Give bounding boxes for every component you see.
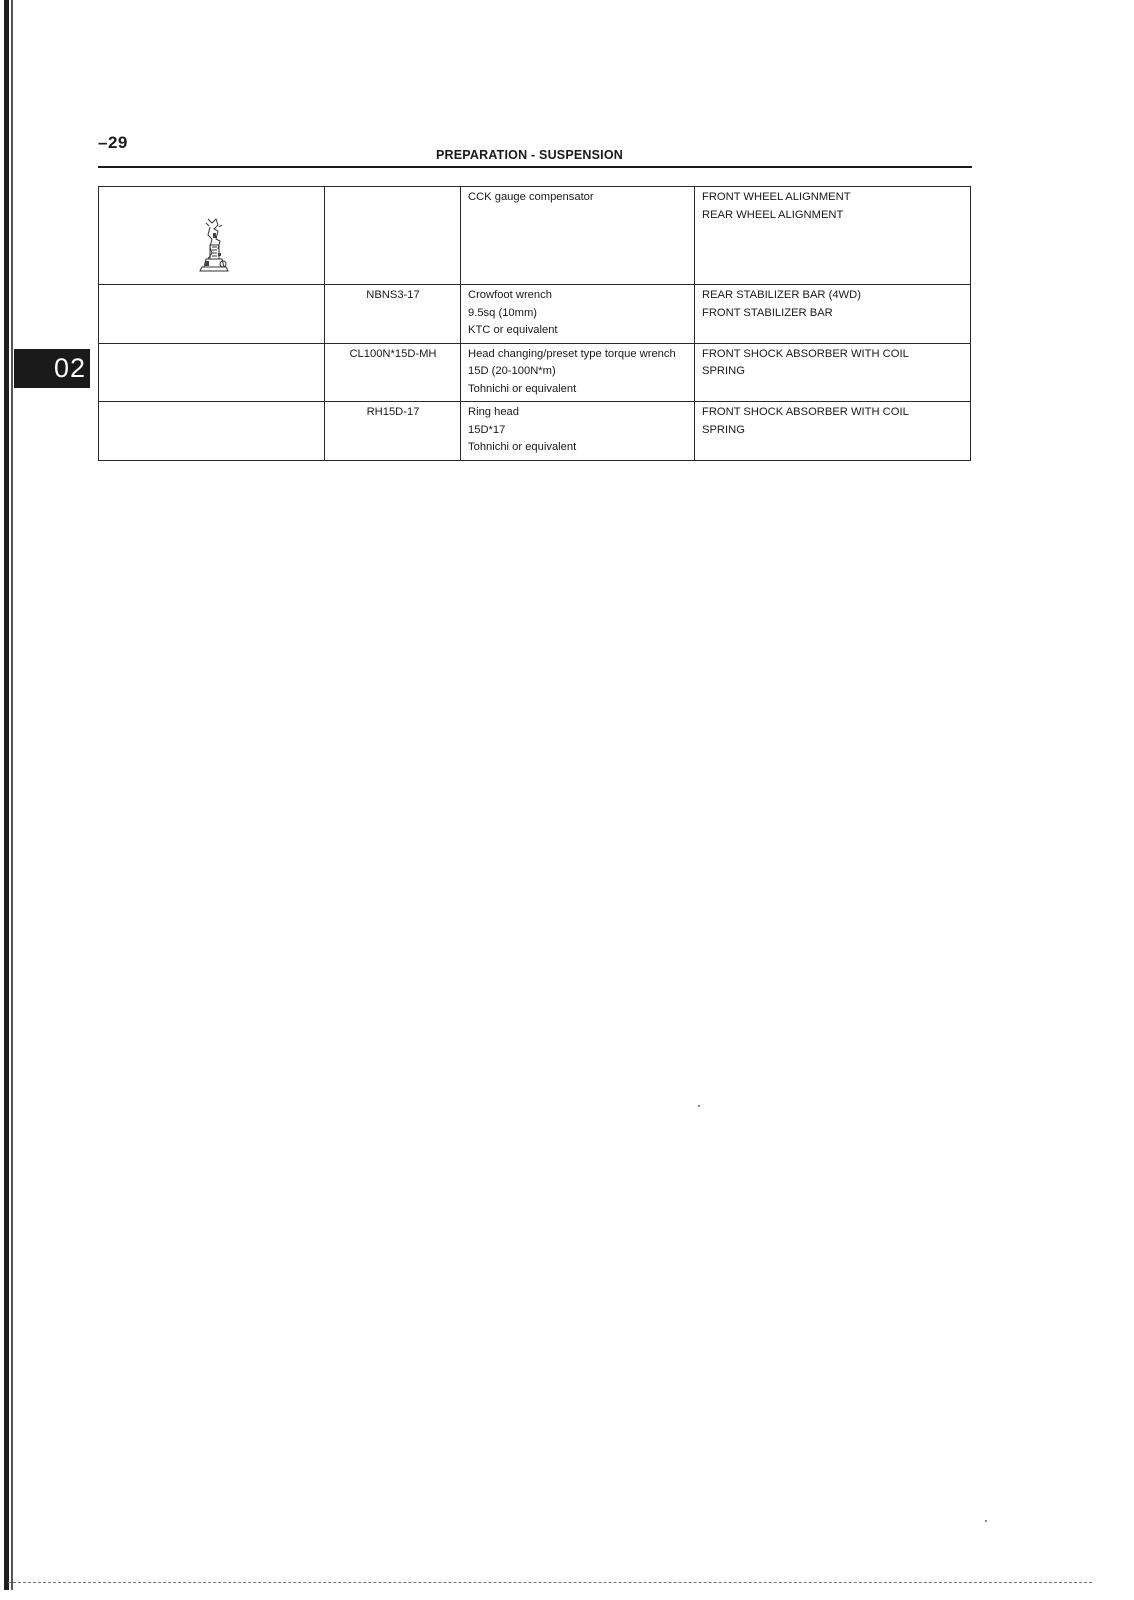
chapter-tab: 02 [14, 349, 90, 388]
cck-gauge-compensator-drawing-icon [198, 217, 232, 273]
section-title: PREPARATION - SUSPENSION [436, 148, 623, 162]
usage-line: FRONT STABILIZER BAR [702, 306, 833, 319]
part-number-cell: NBNS3-17 [325, 285, 461, 344]
usage-line: REAR WHEEL ALIGNMENT [702, 208, 844, 221]
part-number-cell: CL100N*15D-MH [325, 343, 461, 402]
illustration-cell [99, 343, 325, 402]
usage-cell [695, 402, 971, 461]
part-number-cell [325, 187, 461, 285]
tool-name-line: Ring head [468, 406, 520, 418]
tool-name-line: Tohnichi or equivalent [468, 441, 577, 453]
table-row [99, 402, 971, 461]
usage-cell [695, 187, 971, 285]
tool-name-line: 9.5sq (10mm) [468, 306, 538, 319]
usage-cell [695, 285, 971, 344]
usage-line: FRONT SHOCK ABSORBER WITH COIL [702, 406, 909, 418]
binding-edge-shadow [11, 0, 13, 1590]
tool-name-cell [461, 402, 695, 461]
scan-speck [698, 1105, 700, 1107]
tool-name-line: KTC or equivalent [468, 324, 558, 336]
tool-name-line: Tohnichi or equivalent [468, 382, 577, 395]
scan-speck [985, 1520, 987, 1522]
usage-cell [695, 343, 971, 402]
illustration-cell [99, 285, 325, 344]
table-row [99, 343, 971, 402]
page-number: –29 [98, 133, 128, 152]
tool-name-line: Head changing/preset type torque wrench [468, 347, 676, 360]
part-number-cell: RH15D-17 [325, 402, 461, 461]
tool-name-line: 15D*17 [468, 423, 506, 436]
illustration-cell [99, 402, 325, 461]
table-row [99, 187, 971, 285]
binding-edge [4, 0, 9, 1590]
table-row [99, 285, 971, 344]
usage-line: FRONT WHEEL ALIGNMENT [702, 191, 851, 203]
tool-name-cell [461, 285, 695, 344]
tool-name-line: CCK gauge compensator [468, 191, 594, 203]
special-tools-table [98, 186, 971, 461]
tool-name-cell [461, 343, 695, 402]
usage-line: REAR STABILIZER BAR (4WD) [702, 289, 861, 301]
usage-line: SPRING [702, 423, 745, 436]
tool-name-cell [461, 187, 695, 285]
tool-name-line: Crowfoot wrench [468, 289, 552, 301]
header-rule [98, 166, 972, 168]
usage-line: SPRING [702, 365, 745, 377]
usage-line: FRONT SHOCK ABSORBER WITH COIL [702, 347, 909, 360]
footer-scan-line [8, 1582, 1092, 1584]
illustration-cell [99, 187, 325, 285]
tool-name-line: 15D (20-100N*m) [468, 365, 556, 377]
